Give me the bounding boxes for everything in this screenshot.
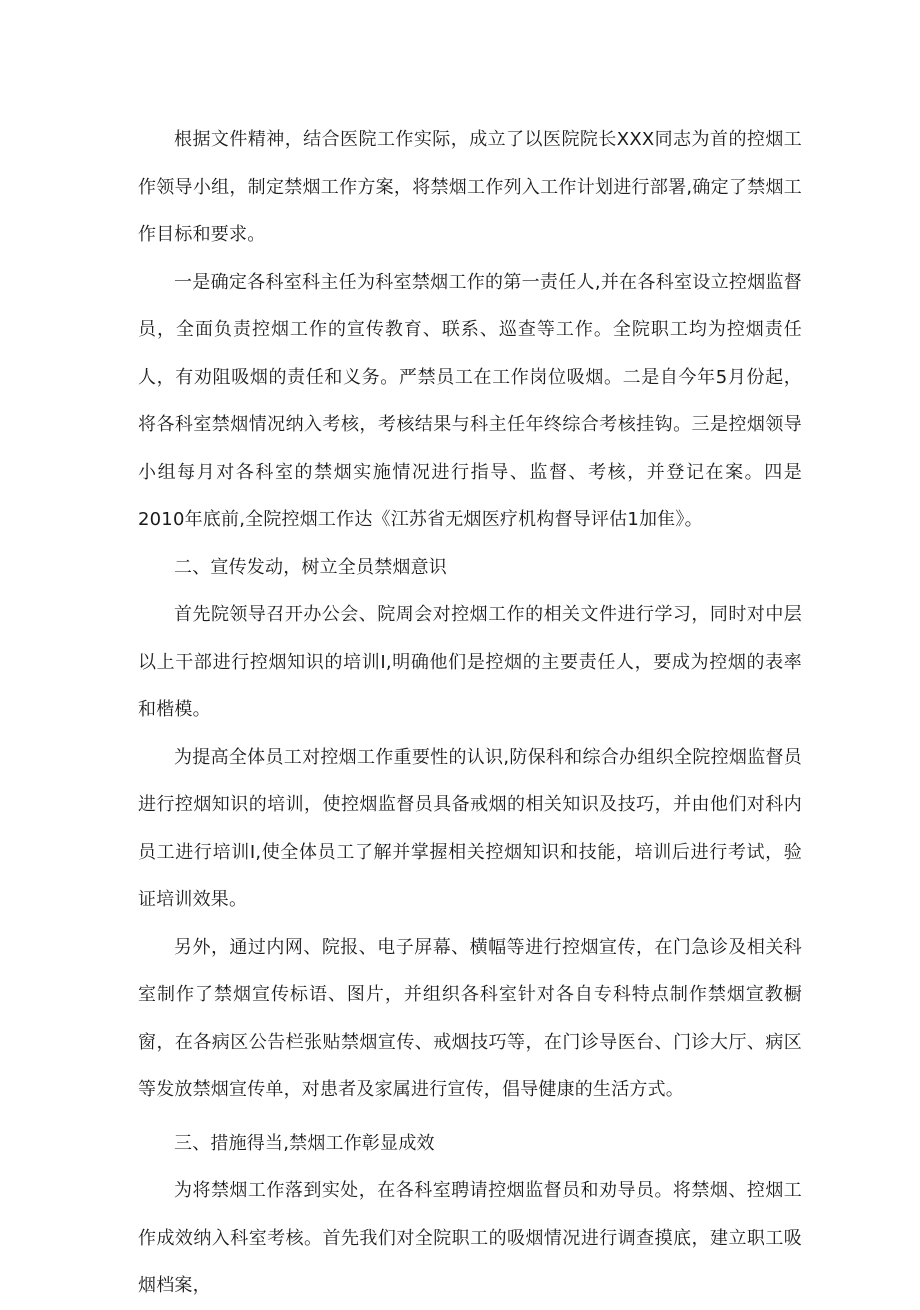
paragraph-leadership-group: 根据文件精神，结合医院工作实际，成立了以医院院长XXX同志为首的控烟工作领导小组，制定禁烟工作方案，将禁烟工作列入工作计划进行部署,确定了禁烟工作目标和要求。 [138,129,802,245]
paragraph-publicity-channels: 另外，通过内网、院报、电子屏幕、横幅等进行控烟宣传，在门急诊及相关科室制作了禁烟宣传标语、图片，并组织各科室针对各自专科特点制作禁烟宣教橱窗，在各病区公告栏张贴禁烟宣传、戒烟技巧等，在门诊导医台、门诊大厅、病区等发放禁烟宣传单，对患者及家属进行宣传，倡导健康的生活方式。 [138,936,802,1100]
section-heading-publicity: 二、宣传发动，树立全员禁烟意识 [174,556,447,578]
section-heading-measures: 三、措施得当,禁烟工作彰显成效 [174,1132,435,1154]
paragraph-staff-training: 为提高全体员工对控烟工作重要性的认识,防保科和综合办组织全院控烟监督员进行控烟知识的培训，使控烟监督员具备戒烟的相关知识及技巧，并由他们对科内员工进行培训I,使全体员工了解并掌握相关控烟知识和技能，培训后进行考试，验证培训效果。 [138,746,802,910]
paragraph-implementation: 为将禁烟工作落到实处，在各科室聘请控烟监督员和劝导员。将禁烟、控烟工作成效纳入科室考核。首先我们对全院职工的吸烟情况进行调查摸底，建立职工吸烟档案， [138,1180,802,1296]
paragraph-leadership-training: 首先院领导召开办公会、院周会对控烟工作的相关文件进行学习，同时对中层以上干部进行控烟知识的培训I,明确他们是控烟的主要责任人，要成为控烟的表率和楷模。 [138,604,802,720]
paragraph-responsibility-measures: 一是确定各科室科主任为科室禁烟工作的第一责任人,并在各科室设立控烟监督员，全面负责控烟工作的宣传教育、联系、巡查等工作。全院职工均为控烟责任人，有劝阻吸烟的责任和义务。严禁员工在工作岗位吸烟。二是自今年5月份起，将各科室禁烟情况纳入考核，考核结果与科主任年终综合考核挂钩。三是控烟领导小组每月对各科室的禁烟实施情况进行指导、监督、考核，并登记在案。四是2010年底前,全院控烟工作达《江苏省无烟医疗机构督导评估1加隹》。 [138,271,802,530]
document-body [138,116,802,1310]
